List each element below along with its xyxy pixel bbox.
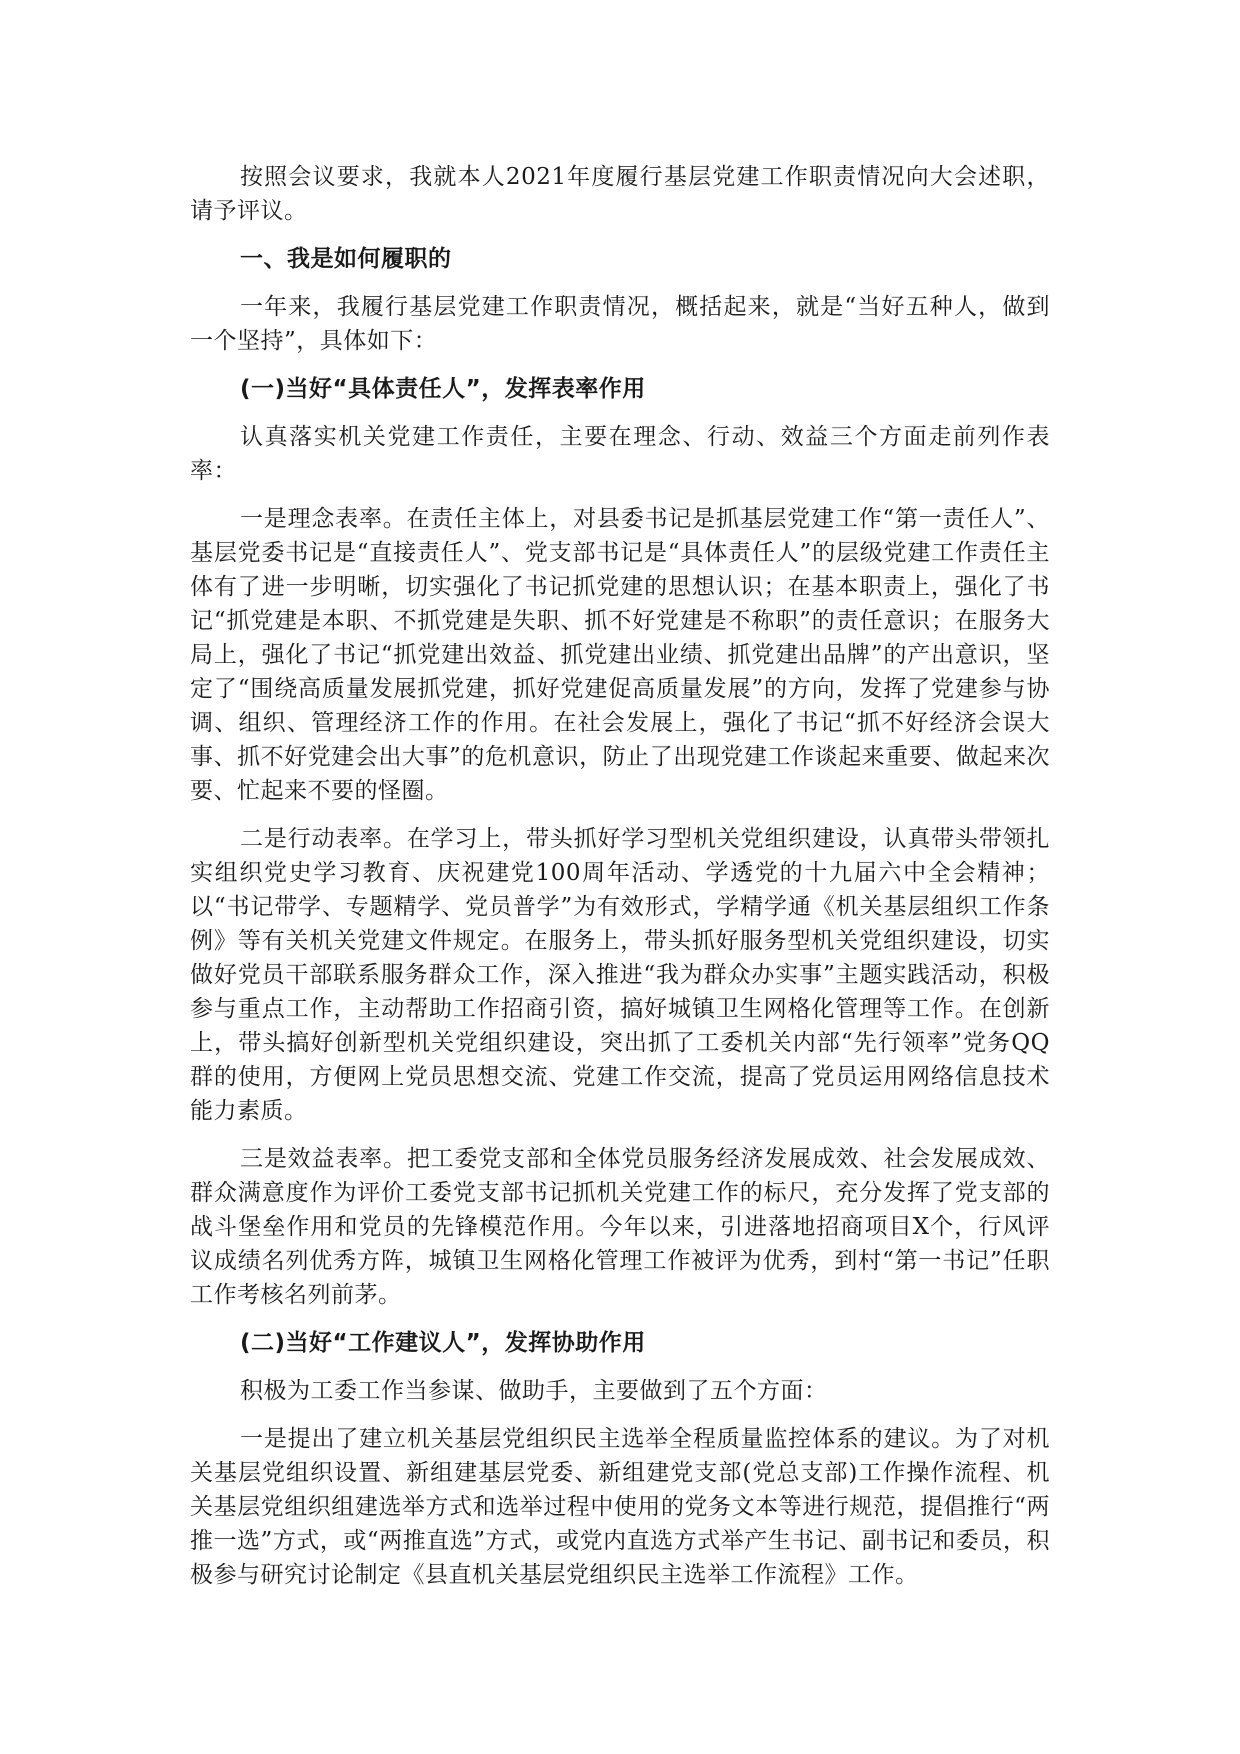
section-heading: 一、我是如何履职的 — [240, 246, 452, 272]
document-body — [190, 160, 1050, 1606]
subsection-1-paragraph-3: 三是效益表率。把工委党支部和全体党员服务经济发展成效、社会发展成效、群众满意度作为评价工委党支部书记抓机关党建工作的标尺，充分发挥了党支部的战斗堡垒作用和党员的先锋模范作用。今年以来，引进落地招商项目X个，行风评议成绩名列优秀方阵，城镇卫生网格化管理工作被评为优秀，到村“第一书记”任职工作考核名列前茅。 — [190, 1146, 1050, 1308]
section-intro-paragraph: 一年来，我履行基层党建工作职责情况，概括起来，就是“当好五种人，做到一个坚持”，具体如下： — [190, 294, 1050, 354]
subsection-2-paragraph-1: 一是提出了建立机关基层党组织民主选举全程质量监控体系的建议。为了对机关基层党组织设置、新组建基层党委、新组建党支部(党总支部)工作操作流程、机关基层党组织组建选举方式和选举过程中使用的党务文本等进行规范，提倡推行“两推一选”方式，或“两推直选”方式，或党内直选方式举产生书记、副书记和委员，积极参与研究讨论制定《县直机关基层党组织民主选举工作流程》工作。 — [190, 1426, 1050, 1588]
subsection-1-paragraph-1: 一是理念表率。在责任主体上，对县委书记是抓基层党建工作“第一责任人”、基层党委书记是“直接责任人”、党支部书记是“具体责任人”的层级党建工作责任主体有了进一步明晰，切实强化了书记抓党建的思想认识；在基本职责上，强化了书记“抓党建是本职、不抓党建是失职、抓不好党建是不称职”的责任意识；在服务大局上，强化了书记“抓党建出效益、抓党建出业绩、抓党建出品牌”的产出意识，坚定了“围绕高质量发展抓党建，抓好党建促高质量发展”的方向，发挥了党建参与协调、组织、管理经济工作的作用。在社会发展上，强化了书记“抓不好经济会误大事、抓不好党建会出大事”的危机意识，防止了出现党建工作谈起来重要、做起来次要、忙起来不要的怪圈。 — [190, 506, 1050, 804]
subsection-heading-2: (二)当好“工作建议人”，发挥协助作用 — [240, 1330, 646, 1356]
subsection-1-intro: 认真落实机关党建工作责任，主要在理念、行动、效益三个方面走前列作表率： — [190, 424, 1050, 484]
intro-paragraph: 按照会议要求，我就本人2021年度履行基层党建工作职责情况向大会述职，请予评议。 — [190, 164, 1050, 224]
subsection-1-paragraph-2: 二是行动表率。在学习上，带头抓好学习型机关党组织建设，认真带头带领扎实组织党史学习教育、庆祝建党100周年活动、学透党的十九届六中全会精神；以“书记带学、专题精学、党员普学”为有效形式，学精学通《机关基层组织工作条例》等有关机关党建文件规定。在服务上，带头抓好服务型机关党组织建设，切实做好党员干部联系服务群众工作，深入推进“我为群众办实事”主题实践活动，积极参与重点工作，主动帮助工作招商引资，搞好城镇卫生网格化管理等工作。在创新上，带头搞好创新型机关党组织建设，突出抓了工委机关内部“先行领率”党务QQ群的使用，方便网上党员思想交流、党建工作交流，提高了党员运用网络信息技术能力素质。 — [190, 826, 1050, 1124]
subsection-2-intro: 积极为工委工作当参谋、做助手，主要做到了五个方面： — [240, 1378, 828, 1404]
subsection-heading-1: (一)当好“具体责任人”，发挥表率作用 — [240, 376, 646, 402]
